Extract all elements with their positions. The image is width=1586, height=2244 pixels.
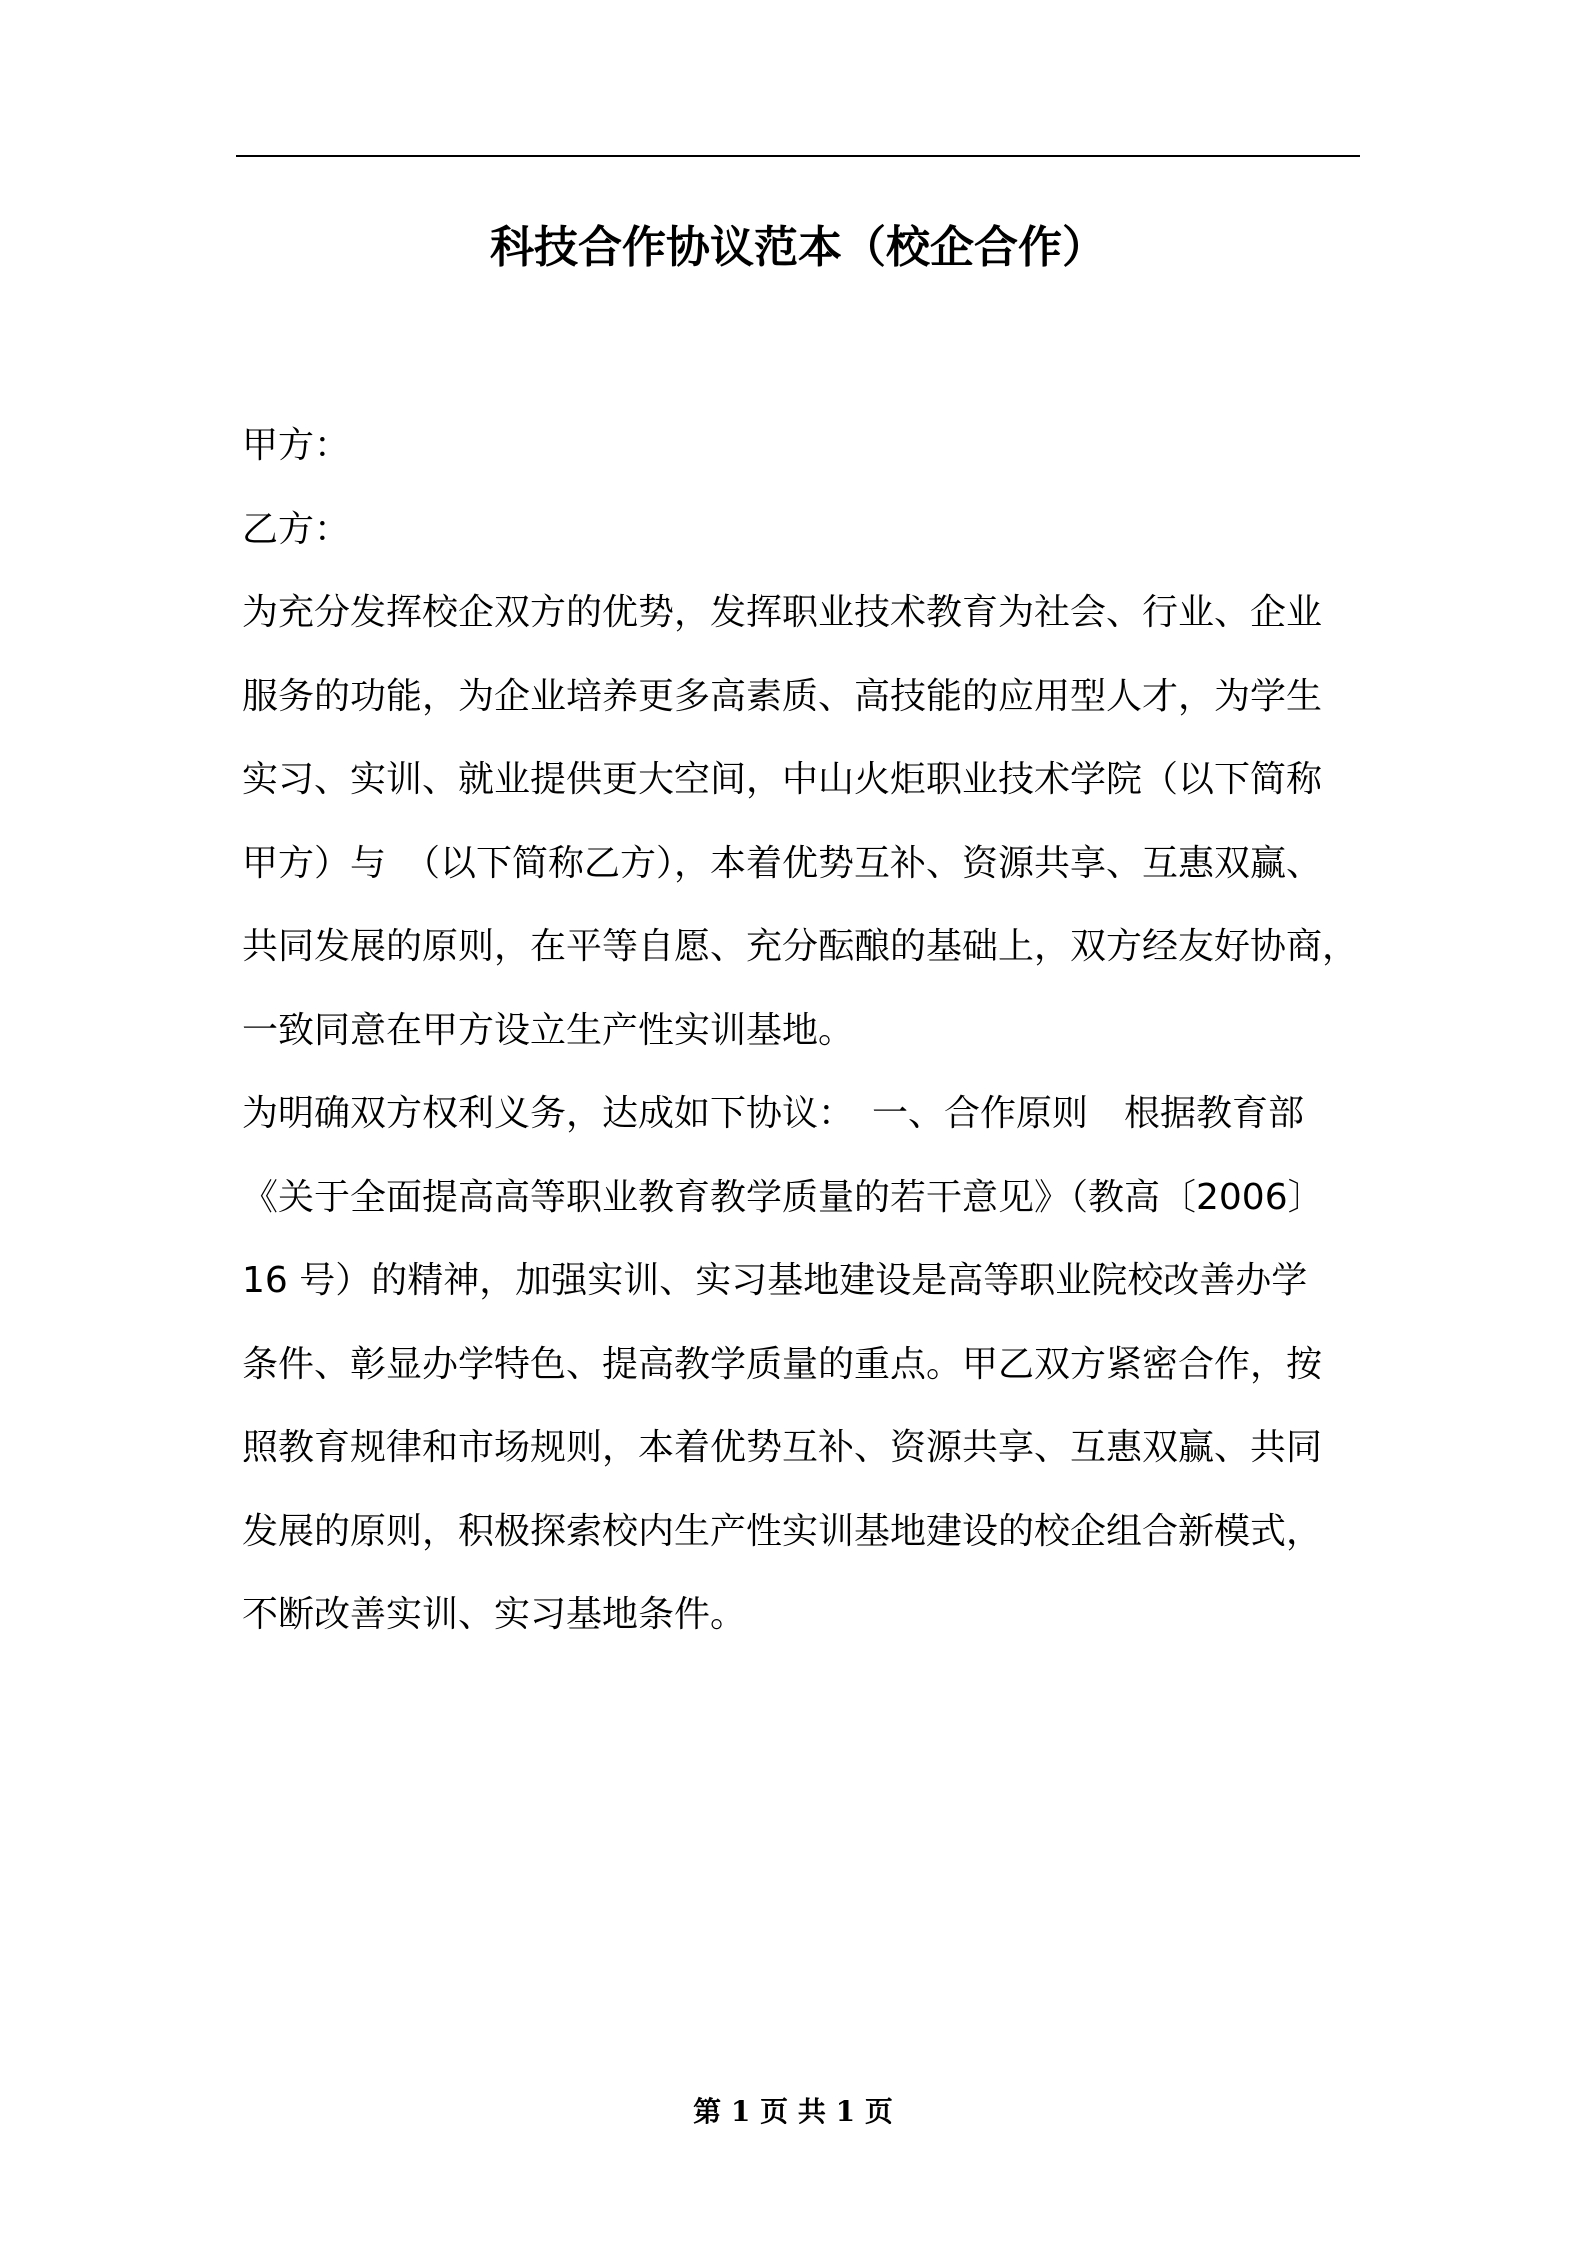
body-line: 为充分发挥校企双方的优势，发挥职业技术教育为社会、行业、企业: [242, 592, 1323, 633]
body-line: 为明确双方权利义务，达成如下协议： 一、合作原则 根据教育部: [242, 1093, 1305, 1134]
document-body: [242, 404, 1360, 1657]
body-line: 甲方）与 （以下简称乙方），本着优势互补、资源共享、互惠双赢、: [242, 842, 1323, 884]
header-rule: [236, 155, 1360, 157]
body-line: 16 号）的精神，加强实训、实习基地建设是高等职业院校改善办学: [242, 1260, 1308, 1301]
body-line: 服务的功能，为企业培养更多高素质、高技能的应用型人才，为学生: [242, 675, 1323, 717]
body-line: 不断改善实训、实习基地条件。: [242, 1594, 747, 1635]
body-line: 条件、彰显办学特色、提高教学质量的重点。甲乙双方紧密合作，按: [242, 1343, 1323, 1385]
body-line: 《关于全面提高高等职业教育教学质量的若干意见》（教高〔2006〕: [242, 1176, 1324, 1218]
body-line: 发展的原则，积极探索校内生产性实训基地建设的校企组合新模式，: [242, 1510, 1323, 1552]
document-title: 科技合作协议范本（校企合作）: [490, 222, 1106, 273]
body-line: 共同发展的原则，在平等自愿、充分酝酿的基础上，双方经友好协商，: [242, 926, 1359, 967]
body-line: 照教育规律和市场规则，本着优势互补、资源共享、互惠双赢、共同: [242, 1427, 1323, 1468]
party-b-line: 乙方：: [242, 508, 351, 550]
body-line: 实习、实训、就业提供更大空间，中山火炬职业技术学院（以下简称: [242, 759, 1323, 800]
party-a-line: 甲方：: [242, 425, 351, 466]
page-footer: 第 1 页 共 1 页: [693, 2095, 893, 2128]
body-line: 一致同意在甲方设立生产性实训基地。: [242, 1009, 855, 1051]
